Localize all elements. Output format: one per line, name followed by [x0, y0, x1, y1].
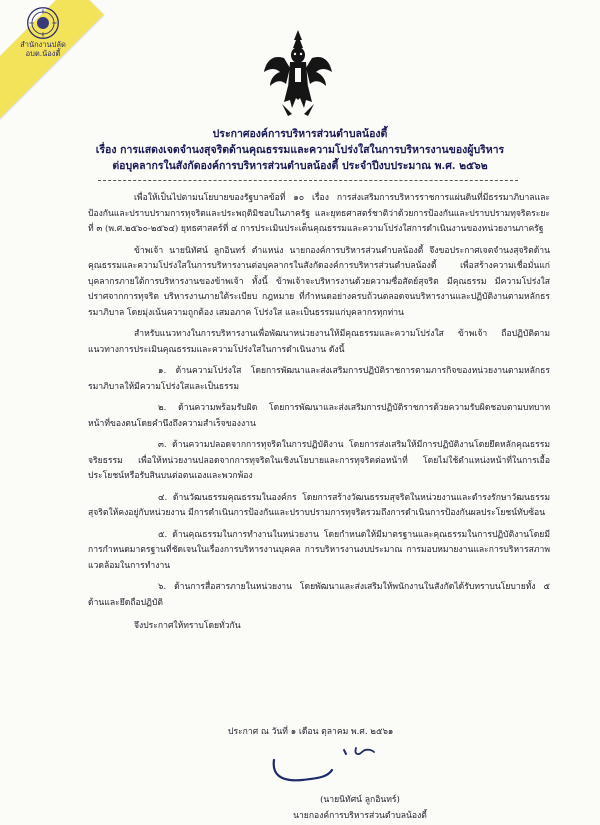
announcement-date: ประกาศ ณ วันที่ ๑ เดือน ตุลาคม พ.ศ. ๒๕๖๑: [228, 727, 394, 737]
stamp-line-1: สำนักงานปลัด: [20, 40, 66, 49]
document-body: [88, 191, 550, 641]
paragraph-policy: เพื่อให้เป็นไปตามนโยบายของรัฐบาลข้อที่ ๑๐ เรื่อง การส่งเสริมการบริหารราชการแผ่นดินที่มีธรรมาภิบาลและป้องกันและปราบปรามการทุจริตและประพฤติมิชอบในภาครัฐ และยุทธศาสตร์ชาติว่าด้วยการป้องกันและปราบปรามทุจริตระยะที่ ๓ (พ.ศ.๒๕๖๐-๒๕๖๔) ยุทธศาสตร์ที่ ๔ การประเมินประเด็นคุณธรรมและความโปร่งใสการดำเนินงานของหน่วยงานภาครัฐ: [88, 193, 550, 234]
announcement-subject-cont: ต่อบุคลากรในสังกัดองค์การบริหารส่วนตำบลน้องตี้ ประจำปีงบประมาณ พ.ศ. ๒๕๖๒: [112, 160, 488, 172]
closing-statement: จึงประกาศให้ทราบโดยทั่วกัน: [134, 621, 241, 631]
seal-icon: [26, 6, 60, 40]
list-item: ๒. ด้านความพร้อมรับผิด โดยการพัฒนาและส่งเสริมการปฏิบัติราชการด้วยความรับผิดชอบตามบทบาทหน้าที่ของตนโดยคำนึงถึงความสำเร็จของงาน: [88, 403, 550, 429]
list-item: ๕. ด้านคุณธรรมในการทำงานในหน่วยงาน โดยกำหนดให้มีมาตรฐานและคุณธรรมในการปฏิบัติงานโดยมีการกำหนดมาตรฐานที่ชัดเจนในเรื่องการบริหารงานบุคคล การบริหารงานงบประมาณ การมอบหมายงานและการบริหารสภาพแวดล้อมในการทำงาน: [88, 529, 550, 571]
announcement-title: ประกาศองค์การบริหารส่วนตำบลน้องตี้: [212, 128, 388, 140]
list-item: ๓. ด้านความปลอดจากการทุจริตในการปฏิบัติงาน โดยการส่งเสริมให้มีการปฏิบัติงานโดยยึดหลักคุณธรรม จริยธรรม เพื่อให้หน่วยงานปลอดจากการทุจริตในเชิงนโยบายและการทุจริตต่อหน้าที่ โดยไม่ใช้ตำแหน่งหน้าที่ในการเอื้อประโยชน์หรือรับสินบนต่อตนเองและพวกพ้อง: [88, 440, 550, 481]
stamp-line-2: อบต.น้องตี้: [25, 49, 61, 58]
paragraph-guidelines: สำหรับแนวทางในการบริหารงานเพื่อพัฒนาหน่วยงานให้มีคุณธรรมและความโปร่งใส ข้าพเจ้า ถือปฏิบัติตามแนวทางการประเมินคุณธรรมและความโปร่งใสในการดำเนินงาน ดังนี้: [88, 329, 550, 355]
signer-position: นายกองค์การบริหารส่วนตำบลน้องตี้: [293, 811, 427, 821]
signer-name: (นายนิทัศน์ ลูกอินทร์): [320, 795, 400, 805]
list-item: ๑. ด้านความโปร่งใส โดยการพัฒนาและส่งเสริมการปฏิบัติราชการตามภารกิจของหน่วยงานตามหลักธรรมาภิบาลให้มีความโปร่งใสและเป็นธรรม: [88, 366, 550, 392]
list-item: ๔. ด้านวัฒนธรรมคุณธรรมในองค์กร โดยการสร้างวัฒนธรรมสุจริตในหน่วยงานและดำรงรักษาวัฒนธรรมสุจริตให้คงอยู่กับหน่วยงาน มีการดำเนินการป้องกันและปราบปรามการทุจริตรวมถึงการดำเนินการป้องกันผลประโยชน์ทับซ้อน: [88, 492, 550, 518]
announcement-subject: เรื่อง การแสดงเจตจำนงสุจริตด้านคุณธรรมและความโปร่งใสในการบริหารงานของผู้บริหาร: [95, 144, 505, 156]
handwritten-signature: [262, 740, 462, 788]
paragraph-declaration: ข้าพเจ้า นายนิทัศน์ ลูกอินทร์ ตำแหน่ง นายกองค์การบริหารส่วนตำบลน้องตี้ จึงขอประกาศเจตจำนงสุจริตด้านคุณธรรมและความโปร่งใสในการบริหารงานต่อบุคลากรในสังกัดองค์การบริหารส่วนตำบลน้องตี้ เพื่อสร้างความเชื่อมั่นแก่บุคลากรภายใต้การบริหารงานของข้าพเจ้า ทั้งนี้ ข้าพเจ้าจะบริหารงานด้วยความซื่อสัตย์สุจริต มีคุณธรรม มีความโปร่งใส ปราศจากการทุจริต บริหารงานภายใต้ระเบียบ กฎหมาย ที่กำหนดอย่างครบถ้วนตลอดจนบริหารงานและปฏิบัติงานตามหลักธรรมาภิบาล โดยมุ่งเน้นความถูกต้อง เสมอภาค โปร่งใส และเป็นธรรมแก่บุคลากรทุกท่าน: [88, 245, 550, 318]
office-stamp: [18, 6, 68, 76]
garuda-emblem-icon: [262, 28, 334, 118]
header-divider: [98, 180, 518, 181]
list-item: ๖. ด้านการสื่อสารภายในหน่วยงาน โดยพัฒนาและส่งเสริมให้พนักงานในสังกัดได้รับทราบนโยบายทั้ง ๕ ด้านและยึดถือปฏิบัติ: [88, 582, 550, 608]
